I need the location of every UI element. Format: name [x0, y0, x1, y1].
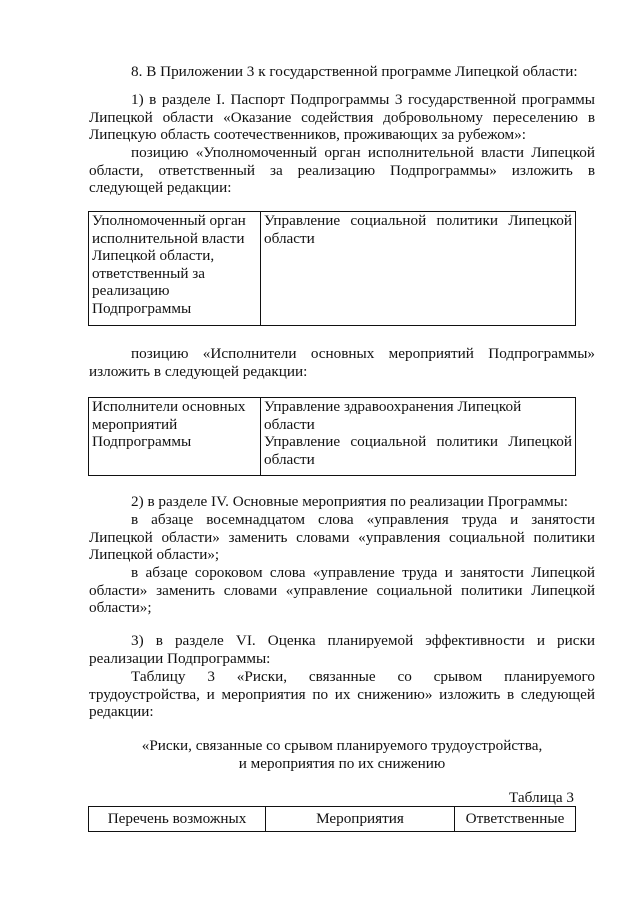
table1-cell-value: Управление социальной политики Липецкой области	[261, 212, 576, 326]
table-number: Таблица 3	[509, 789, 574, 806]
table1-row	[89, 212, 576, 326]
table1-label-line: Липецкой области,	[92, 247, 215, 265]
table1-label-line: ответственный за	[92, 264, 206, 282]
table3	[88, 806, 576, 832]
table1-label-line: Подпрограммы	[92, 299, 192, 317]
table2-cell-label	[89, 398, 261, 476]
table2-row	[89, 398, 576, 476]
item1-paragraph: 1) в разделе I. Паспорт Подпрограммы 3 государственной программы Липецкой области «Оказание содействия добровольному переселению в Липецкую область соотечественников, проживающих за рубежом»:	[89, 91, 595, 144]
table1-label-line: исполнительной власти	[92, 229, 245, 247]
table1	[88, 211, 576, 326]
table2-label-line: мероприятий	[92, 415, 178, 433]
table3-caption-line1: «Риски, связанные со срывом планируемого трудоустройства,	[141, 737, 543, 754]
table1-label-line: реализацию	[92, 282, 170, 300]
table2-value-line: Управление здравоохранения Липецкой области	[264, 398, 522, 433]
section-heading: 8. В Приложении 3 к государственной программе Липецкой области:	[131, 63, 578, 80]
table3-header-cell: Мероприятия	[266, 807, 455, 832]
item3-paragraph: 3) в разделе VI. Оценка планируемой эффективности и риски реализации Подпрограммы:	[89, 632, 595, 667]
item2-a-paragraph: в абзаце восемнадцатом слова «управления труда и занятости Липецкой области» заменить словами «управления социальной политики Липецкой области»;	[89, 511, 595, 564]
table2-label-line: Подпрограммы	[92, 433, 192, 451]
table1-cell-label	[89, 212, 261, 326]
table3-header-cell: Перечень возможных	[89, 807, 266, 832]
table2-label-line: Исполнители основных	[92, 398, 246, 415]
table3-caption-line2: и мероприятия по их снижению	[238, 755, 446, 772]
item2-paragraph: 2) в разделе IV. Основные мероприятия по реализации Программы:	[131, 493, 569, 510]
table2-value-line: Управление социальной политики Липецкой области	[264, 433, 572, 468]
item3-a-paragraph: Таблицу 3 «Риски, связанные со срывом планируемого трудоустройства, и мероприятия по их снижению» изложить в следующей редакции:	[89, 668, 595, 721]
table2-cell-value	[261, 398, 576, 476]
table3-header-cell: Ответственные	[455, 807, 576, 832]
item1-position2-paragraph: позицию «Исполнители основных мероприятий Подпрограммы» изложить в следующей редакции:	[89, 345, 595, 380]
item2-b-paragraph: в абзаце сороковом слова «управление труда и занятости Липецкой области» заменить словами «управление социальной политики Липецкой области»;	[89, 564, 595, 617]
table2	[88, 397, 576, 476]
table3-header-row	[89, 807, 576, 832]
table1-label-line: Уполномоченный орган	[92, 212, 246, 229]
item1-position1-paragraph: позицию «Уполномоченный орган исполнительной власти Липецкой области, ответственный за реализацию Подпрограммы» изложить в следующей редакции:	[89, 144, 595, 197]
